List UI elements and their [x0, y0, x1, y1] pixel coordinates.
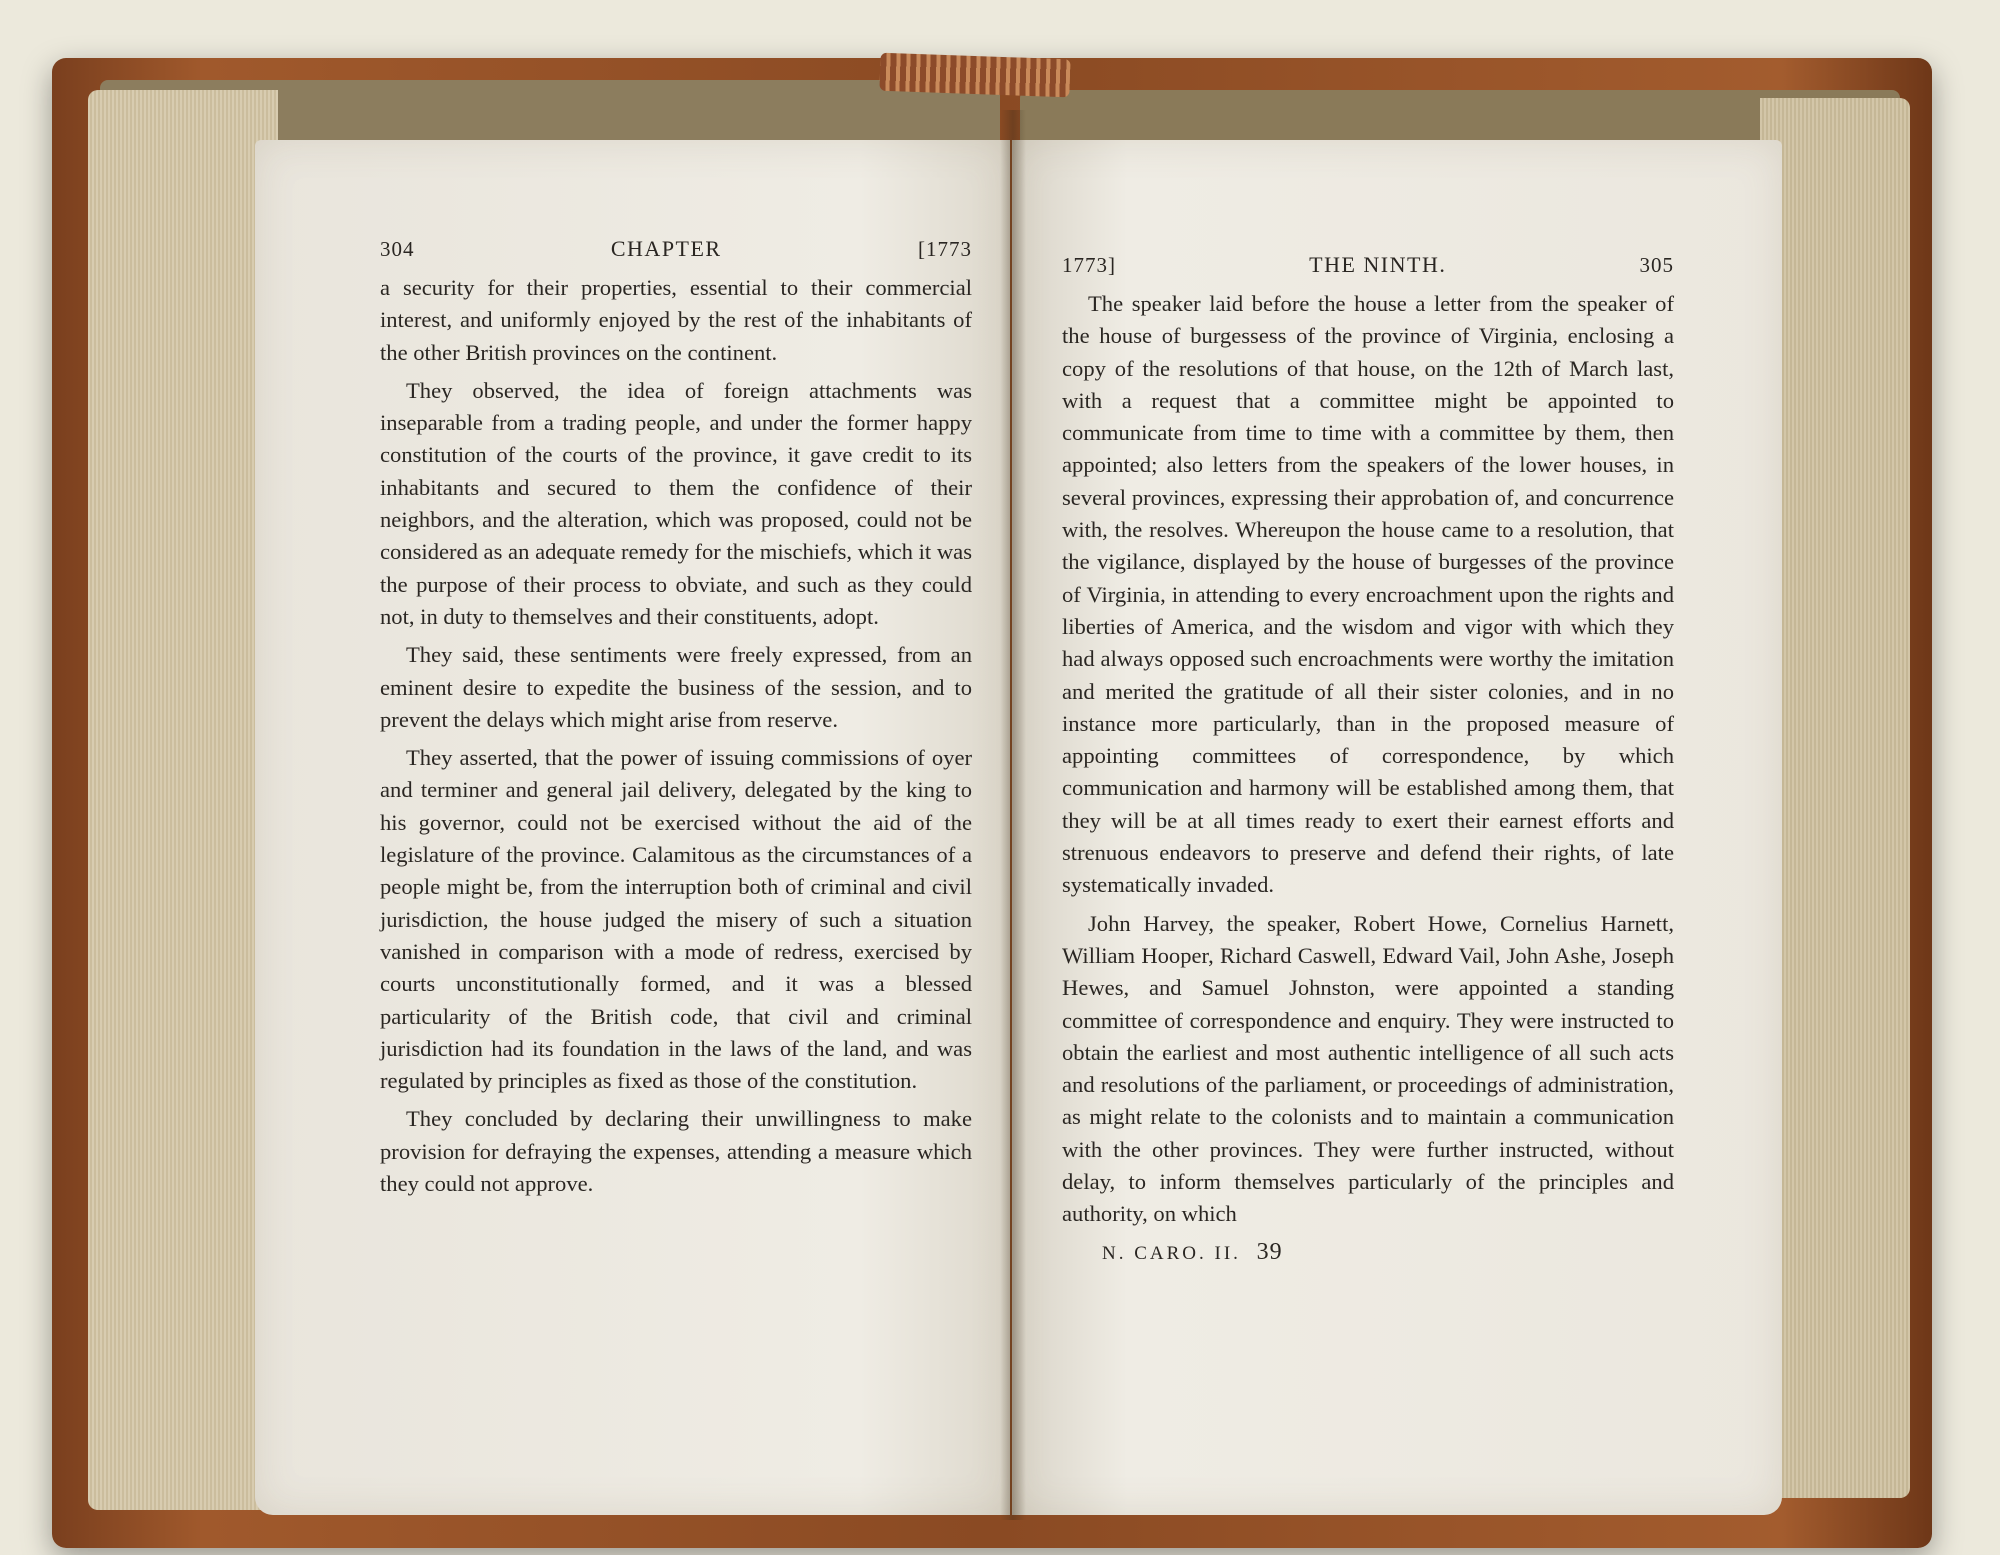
right-running-year: 1773]	[1062, 253, 1116, 277]
left-page-number: 304	[380, 237, 415, 261]
signature-number: 39	[1256, 1238, 1283, 1265]
right-page	[1012, 140, 1782, 1515]
paragraph: They observed, the idea of foreign attachments was inseparable from a trading people, and under the former happy constitution of the courts of the province, it gave credit to its inhabitants and secured to them the confidence of their neighbors, and the alteration, which was proposed, could not be considered as an adequate remedy for the mischiefs, which it was the purpose of their process to obviate, and such as they could not, in duty to themselves and their constituents, adopt.	[380, 377, 972, 629]
paragraph: They concluded by declaring their unwillingness to make provision for defraying the expenses, attending a measure which they could not approve.	[380, 1106, 972, 1197]
right-running-head	[1062, 252, 1674, 278]
right-running-title: THE NINTH.	[1309, 252, 1447, 277]
left-page-content	[380, 236, 972, 1200]
right-page-text	[1062, 288, 1674, 1231]
left-running-head	[380, 236, 972, 262]
paragraph: They said, these sentiments were freely expressed, from an eminent desire to expedite the business of the session, and to prevent the delays which might arise from reserve.	[380, 642, 972, 732]
headband	[879, 53, 1070, 98]
signature-mark	[1062, 1239, 1674, 1266]
paragraph: John Harvey, the speaker, Robert Howe, Cornelius Harnett, William Hooper, Richard Caswell, Edward Vail, John Ashe, Joseph Hewes, and Samuel Johnston, were appointed a standing committee of correspondence and enquiry. They were instructed to obtain the earliest and most authentic intelligence of all such acts and resolutions of the parliament, or proceedings of administration, as might relate to the colonists and to maintain a communication with the other provinces. They were further instructed, without delay, to inform themselves particularly of the principles and authority, on which	[1062, 910, 1674, 1227]
book-gutter	[1000, 110, 1026, 1520]
left-page	[255, 140, 1010, 1515]
paragraph: They asserted, that the power of issuing commissions of oyer and terminer and general jail delivery, delegated by the king to his governor, could not be exercised without the aid of the legislature of the province. Calamitous as the circumstances of a people might be, from the interruption both of criminal and civil jurisdiction, the house judged the misery of such a situation vanished in comparison with a mode of redress, exercised by courts unconstitutionally formed, and it was a blessed particularity of the British code, that civil and criminal jurisdiction had its foundation in the laws of the land, and was regulated by principles as fixed as those of the constitution.	[380, 745, 972, 1094]
paragraph: a security for their properties, essential to their commercial interest, and uniformly enjoyed by the rest of the inhabitants of the other British provinces on the continent.	[380, 275, 972, 365]
right-page-content	[1062, 252, 1674, 1266]
page-edges-right	[1760, 98, 1910, 1498]
right-page-number: 305	[1639, 253, 1674, 277]
left-running-title: CHAPTER	[610, 236, 722, 261]
paragraph: The speaker laid before the house a letter from the speaker of the house of burgessess of the province of Virginia, enclosing a copy of the resolutions of that house, on the 12th of March last, with a request that a committee might be appointed to communicate from time to time with a committee by them, then appointed; also letters from the speakers of the lower houses, in several provinces, expressing their approbation of, and concurrence with, the resolves. Whereupon the house came to a resolution, that the vigilance, displayed by the house of burgesses of the province of Virginia, in attending to every encroachment upon the rights and liberties of America, and the wisdom and vigor with which they had always opposed such encroachments were worthy the imitation and merited the gratitude of all their sister colonies, and in no instance more particularly, than in the proposed measure of appointing committees of correspondence, by which communication and harmony will be established among them, that they will be at all times ready to exert their earnest efforts and strenuous endeavors to preserve and defend their rights, of late systematically invaded.	[1062, 291, 1674, 898]
left-running-year: [1773	[918, 237, 972, 261]
left-page-text	[380, 272, 972, 1200]
page-edges-left	[88, 90, 278, 1510]
signature-text: N. CARO. II.	[1102, 1242, 1241, 1264]
